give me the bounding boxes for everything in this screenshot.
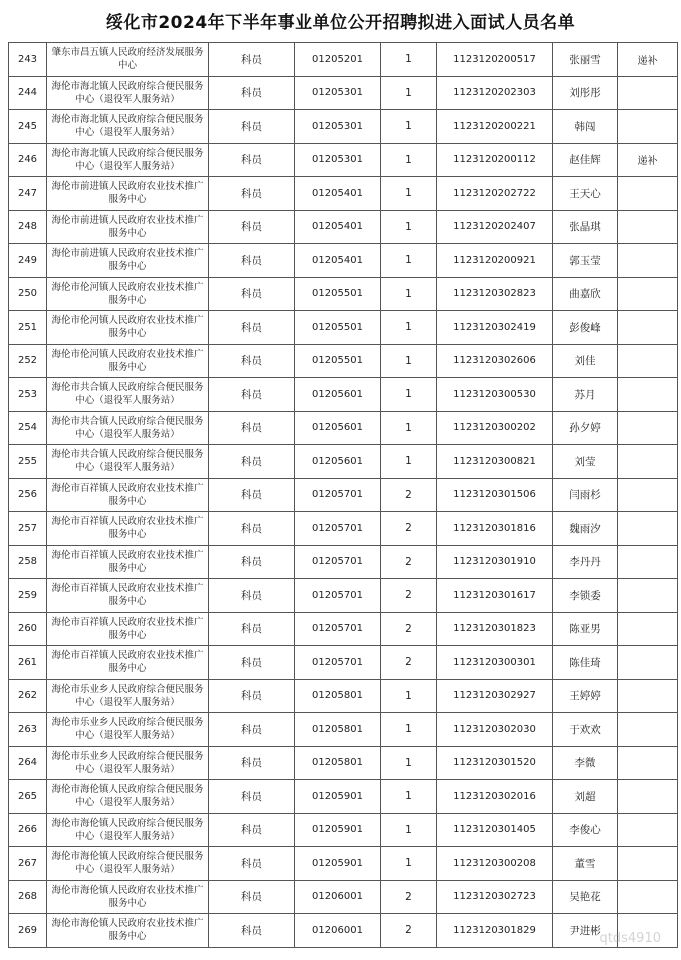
exam-ticket-number: 1123120300202 <box>437 411 553 445</box>
table-row <box>9 847 678 881</box>
position-code: 01205601 <box>295 411 381 445</box>
row-number: 254 <box>9 411 47 445</box>
remark <box>618 378 678 412</box>
row-number: 253 <box>9 378 47 412</box>
table-row <box>9 244 678 278</box>
exam-ticket-number: 1123120301816 <box>437 512 553 546</box>
exam-ticket-number: 1123120202722 <box>437 177 553 211</box>
remark <box>618 914 678 948</box>
position-code: 01205801 <box>295 679 381 713</box>
row-number: 249 <box>9 244 47 278</box>
position: 科员 <box>209 545 295 579</box>
table-row <box>9 378 678 412</box>
candidate-name: 苏月 <box>553 378 618 412</box>
exam-ticket-number: 1123120200517 <box>437 43 553 77</box>
table-row <box>9 545 678 579</box>
employer-unit: 海伦市百祥镇人民政府农业技术推广服务中心 <box>47 512 209 546</box>
employer-unit: 海伦市伦河镇人民政府农业技术推广服务中心 <box>47 311 209 345</box>
position-code: 01206001 <box>295 914 381 948</box>
position-code: 01205201 <box>295 43 381 77</box>
row-number: 256 <box>9 478 47 512</box>
candidate-name: 刘莹 <box>553 445 618 479</box>
employer-unit: 海伦市伦河镇人民政府农业技术推广服务中心 <box>47 277 209 311</box>
hiring-quota: 1 <box>381 143 437 177</box>
row-number: 243 <box>9 43 47 77</box>
row-number: 245 <box>9 110 47 144</box>
row-number: 266 <box>9 813 47 847</box>
page-title: 绥化市2024年下半年事业单位公开招聘拟进入面试人员名单 <box>105 13 576 33</box>
candidate-name: 刘佳 <box>553 344 618 378</box>
table-row <box>9 411 678 445</box>
row-number: 265 <box>9 780 47 814</box>
candidate-name: 于欢欢 <box>553 713 618 747</box>
hiring-quota: 2 <box>381 914 437 948</box>
hiring-quota: 1 <box>381 411 437 445</box>
employer-unit: 海伦市前进镇人民政府农业技术推广服务中心 <box>47 177 209 211</box>
employer-unit: 海伦市海伦镇人民政府综合便民服务中心（退役军人服务站） <box>47 813 209 847</box>
employer-unit: 海伦市百祥镇人民政府农业技术推广服务中心 <box>47 545 209 579</box>
employer-unit: 海伦市前进镇人民政府农业技术推广服务中心 <box>47 244 209 278</box>
remark <box>618 545 678 579</box>
position-code: 01205701 <box>295 579 381 613</box>
hiring-quota: 1 <box>381 177 437 211</box>
employer-unit: 海伦市海北镇人民政府综合便民服务中心（退役军人服务站） <box>47 143 209 177</box>
position: 科员 <box>209 579 295 613</box>
exam-ticket-number: 1123120301520 <box>437 746 553 780</box>
employer-unit: 海伦市海伦镇人民政府综合便民服务中心（退役军人服务站） <box>47 847 209 881</box>
exam-ticket-number: 1123120200112 <box>437 143 553 177</box>
position-code: 01205801 <box>295 746 381 780</box>
position: 科员 <box>209 612 295 646</box>
row-number: 244 <box>9 76 47 110</box>
table-row <box>9 43 678 77</box>
hiring-quota: 1 <box>381 445 437 479</box>
hiring-quota: 1 <box>381 780 437 814</box>
remark <box>618 177 678 211</box>
exam-ticket-number: 1123120300821 <box>437 445 553 479</box>
employer-unit: 海伦市百祥镇人民政府农业技术推广服务中心 <box>47 478 209 512</box>
hiring-quota: 1 <box>381 76 437 110</box>
row-number: 251 <box>9 311 47 345</box>
row-number: 252 <box>9 344 47 378</box>
employer-unit: 海伦市海北镇人民政府综合便民服务中心（退役军人服务站） <box>47 76 209 110</box>
exam-ticket-number: 1123120302927 <box>437 679 553 713</box>
row-number: 263 <box>9 713 47 747</box>
exam-ticket-number: 1123120202407 <box>437 210 553 244</box>
table-row <box>9 780 678 814</box>
row-number: 264 <box>9 746 47 780</box>
employer-unit: 海伦市共合镇人民政府综合便民服务中心（退役军人服务站） <box>47 378 209 412</box>
table-row <box>9 177 678 211</box>
candidate-name: 彭俊峰 <box>553 311 618 345</box>
row-number: 269 <box>9 914 47 948</box>
position: 科员 <box>209 478 295 512</box>
exam-ticket-number: 1123120301617 <box>437 579 553 613</box>
exam-ticket-number: 1123120300530 <box>437 378 553 412</box>
position-code: 01205401 <box>295 244 381 278</box>
remark <box>618 344 678 378</box>
table-row <box>9 76 678 110</box>
remark <box>618 579 678 613</box>
position-code: 01205701 <box>295 646 381 680</box>
exam-ticket-number: 1123120300208 <box>437 847 553 881</box>
roster-table-body <box>9 43 678 948</box>
hiring-quota: 1 <box>381 344 437 378</box>
position-code: 01205401 <box>295 210 381 244</box>
remark <box>618 512 678 546</box>
table-row <box>9 813 678 847</box>
table-row <box>9 311 678 345</box>
employer-unit: 海伦市乐业乡人民政府综合便民服务中心（退役军人服务站） <box>47 746 209 780</box>
position-code: 01205601 <box>295 445 381 479</box>
remark <box>618 311 678 345</box>
remark <box>618 478 678 512</box>
position-code: 01205601 <box>295 378 381 412</box>
hiring-quota: 2 <box>381 612 437 646</box>
employer-unit: 海伦市海伦镇人民政府综合便民服务中心（退役军人服务站） <box>47 780 209 814</box>
remark <box>618 646 678 680</box>
remark <box>618 746 678 780</box>
exam-ticket-number: 1123120302723 <box>437 880 553 914</box>
position-code: 01205701 <box>295 545 381 579</box>
remark <box>618 110 678 144</box>
candidate-name: 李丹丹 <box>553 545 618 579</box>
hiring-quota: 2 <box>381 512 437 546</box>
hiring-quota: 1 <box>381 43 437 77</box>
exam-ticket-number: 1123120301506 <box>437 478 553 512</box>
row-number: 246 <box>9 143 47 177</box>
position: 科员 <box>209 880 295 914</box>
employer-unit: 海伦市共合镇人民政府综合便民服务中心（退役军人服务站） <box>47 445 209 479</box>
position: 科员 <box>209 378 295 412</box>
exam-ticket-number: 1123120302016 <box>437 780 553 814</box>
position: 科员 <box>209 813 295 847</box>
position-code: 01205401 <box>295 177 381 211</box>
table-row <box>9 445 678 479</box>
row-number: 250 <box>9 277 47 311</box>
hiring-quota: 2 <box>381 478 437 512</box>
row-number: 262 <box>9 679 47 713</box>
candidate-name: 张丽雪 <box>553 43 618 77</box>
position: 科员 <box>209 311 295 345</box>
position-code: 01205501 <box>295 311 381 345</box>
position-code: 01205701 <box>295 512 381 546</box>
position: 科员 <box>209 713 295 747</box>
hiring-quota: 1 <box>381 746 437 780</box>
candidate-name: 王天心 <box>553 177 618 211</box>
row-number: 260 <box>9 612 47 646</box>
table-row <box>9 646 678 680</box>
candidate-name: 魏雨汐 <box>553 512 618 546</box>
employer-unit: 海伦市百祥镇人民政府农业技术推广服务中心 <box>47 646 209 680</box>
position: 科员 <box>209 244 295 278</box>
hiring-quota: 1 <box>381 847 437 881</box>
row-number: 268 <box>9 880 47 914</box>
remark: 递补 <box>618 143 678 177</box>
exam-ticket-number: 1123120301405 <box>437 813 553 847</box>
position-code: 01205301 <box>295 143 381 177</box>
row-number: 255 <box>9 445 47 479</box>
remark: 递补 <box>618 43 678 77</box>
position-code: 01205501 <box>295 344 381 378</box>
table-row <box>9 679 678 713</box>
watermark: qtds4910 <box>599 931 661 946</box>
position-code: 01205301 <box>295 76 381 110</box>
employer-unit: 肇东市昌五镇人民政府经济发展服务中心 <box>47 43 209 77</box>
remark <box>618 411 678 445</box>
position: 科员 <box>209 445 295 479</box>
position: 科员 <box>209 914 295 948</box>
position: 科员 <box>209 411 295 445</box>
employer-unit: 海伦市海伦镇人民政府农业技术推广服务中心 <box>47 914 209 948</box>
table-row <box>9 713 678 747</box>
candidate-name: 张晶琪 <box>553 210 618 244</box>
candidate-name: 闫雨杉 <box>553 478 618 512</box>
table-row <box>9 512 678 546</box>
position: 科员 <box>209 76 295 110</box>
hiring-quota: 2 <box>381 579 437 613</box>
employer-unit: 海伦市共合镇人民政府综合便民服务中心（退役军人服务站） <box>47 411 209 445</box>
candidate-name: 吴艳花 <box>553 880 618 914</box>
position: 科员 <box>209 679 295 713</box>
roster-table <box>8 42 678 948</box>
hiring-quota: 2 <box>381 646 437 680</box>
row-number: 248 <box>9 210 47 244</box>
employer-unit: 海伦市百祥镇人民政府农业技术推广服务中心 <box>47 612 209 646</box>
remark <box>618 713 678 747</box>
remark <box>618 880 678 914</box>
exam-ticket-number: 1123120302823 <box>437 277 553 311</box>
hiring-quota: 1 <box>381 713 437 747</box>
remark <box>618 445 678 479</box>
position-code: 01205901 <box>295 813 381 847</box>
position: 科员 <box>209 344 295 378</box>
table-row <box>9 478 678 512</box>
employer-unit: 海伦市乐业乡人民政府综合便民服务中心（退役军人服务站） <box>47 679 209 713</box>
remark <box>618 76 678 110</box>
position-code: 01205701 <box>295 478 381 512</box>
row-number: 261 <box>9 646 47 680</box>
table-row <box>9 277 678 311</box>
hiring-quota: 2 <box>381 545 437 579</box>
exam-ticket-number: 1123120301829 <box>437 914 553 948</box>
table-row <box>9 746 678 780</box>
employer-unit: 海伦市海伦镇人民政府农业技术推广服务中心 <box>47 880 209 914</box>
exam-ticket-number: 1123120200921 <box>437 244 553 278</box>
candidate-name: 李微 <box>553 746 618 780</box>
candidate-name: 刘彤彤 <box>553 76 618 110</box>
table-row <box>9 143 678 177</box>
candidate-name: 董雪 <box>553 847 618 881</box>
employer-unit: 海伦市乐业乡人民政府综合便民服务中心（退役军人服务站） <box>47 713 209 747</box>
candidate-name: 曲嘉欣 <box>553 277 618 311</box>
exam-ticket-number: 1123120300301 <box>437 646 553 680</box>
hiring-quota: 1 <box>381 813 437 847</box>
table-row <box>9 612 678 646</box>
remark <box>618 210 678 244</box>
roster-table-container <box>8 42 677 948</box>
hiring-quota: 2 <box>381 880 437 914</box>
position: 科员 <box>209 512 295 546</box>
remark <box>618 679 678 713</box>
position-code: 01205901 <box>295 847 381 881</box>
candidate-name: 韩闯 <box>553 110 618 144</box>
table-row <box>9 880 678 914</box>
row-number: 259 <box>9 579 47 613</box>
remark <box>618 780 678 814</box>
position: 科员 <box>209 847 295 881</box>
table-row <box>9 914 678 948</box>
candidate-name: 李俊心 <box>553 813 618 847</box>
position: 科员 <box>209 780 295 814</box>
position: 科员 <box>209 143 295 177</box>
hiring-quota: 1 <box>381 378 437 412</box>
position-code: 01205701 <box>295 612 381 646</box>
position: 科员 <box>209 746 295 780</box>
remark <box>618 277 678 311</box>
candidate-name: 郭玉莹 <box>553 244 618 278</box>
position-code: 01205501 <box>295 277 381 311</box>
remark <box>618 813 678 847</box>
remark <box>618 612 678 646</box>
table-row <box>9 210 678 244</box>
position: 科员 <box>209 277 295 311</box>
row-number: 247 <box>9 177 47 211</box>
position: 科员 <box>209 646 295 680</box>
hiring-quota: 1 <box>381 244 437 278</box>
candidate-name: 刘超 <box>553 780 618 814</box>
hiring-quota: 1 <box>381 311 437 345</box>
exam-ticket-number: 1123120301823 <box>437 612 553 646</box>
row-number: 257 <box>9 512 47 546</box>
table-row <box>9 110 678 144</box>
position: 科员 <box>209 177 295 211</box>
exam-ticket-number: 1123120301910 <box>437 545 553 579</box>
exam-ticket-number: 1123120200221 <box>437 110 553 144</box>
candidate-name: 孙夕婷 <box>553 411 618 445</box>
position-code: 01205901 <box>295 780 381 814</box>
candidate-name: 尹进彬 <box>553 914 618 948</box>
position-code: 01205301 <box>295 110 381 144</box>
employer-unit: 海伦市百祥镇人民政府农业技术推广服务中心 <box>47 579 209 613</box>
position: 科员 <box>209 43 295 77</box>
position: 科员 <box>209 110 295 144</box>
candidate-name: 赵佳辉 <box>553 143 618 177</box>
candidate-name: 李锁委 <box>553 579 618 613</box>
table-row <box>9 579 678 613</box>
row-number: 258 <box>9 545 47 579</box>
table-row <box>9 344 678 378</box>
candidate-name: 王婷婷 <box>553 679 618 713</box>
row-number: 267 <box>9 847 47 881</box>
candidate-name: 陈亚男 <box>553 612 618 646</box>
hiring-quota: 1 <box>381 110 437 144</box>
employer-unit: 海伦市海北镇人民政府综合便民服务中心（退役军人服务站） <box>47 110 209 144</box>
remark <box>618 244 678 278</box>
candidate-name: 陈佳琦 <box>553 646 618 680</box>
position-code: 01206001 <box>295 880 381 914</box>
exam-ticket-number: 1123120302606 <box>437 344 553 378</box>
hiring-quota: 1 <box>381 679 437 713</box>
exam-ticket-number: 1123120302030 <box>437 713 553 747</box>
position-code: 01205801 <box>295 713 381 747</box>
hiring-quota: 1 <box>381 210 437 244</box>
exam-ticket-number: 1123120202303 <box>437 76 553 110</box>
exam-ticket-number: 1123120302419 <box>437 311 553 345</box>
position: 科员 <box>209 210 295 244</box>
employer-unit: 海伦市前进镇人民政府农业技术推广服务中心 <box>47 210 209 244</box>
employer-unit: 海伦市伦河镇人民政府农业技术推广服务中心 <box>47 344 209 378</box>
hiring-quota: 1 <box>381 277 437 311</box>
remark <box>618 847 678 881</box>
